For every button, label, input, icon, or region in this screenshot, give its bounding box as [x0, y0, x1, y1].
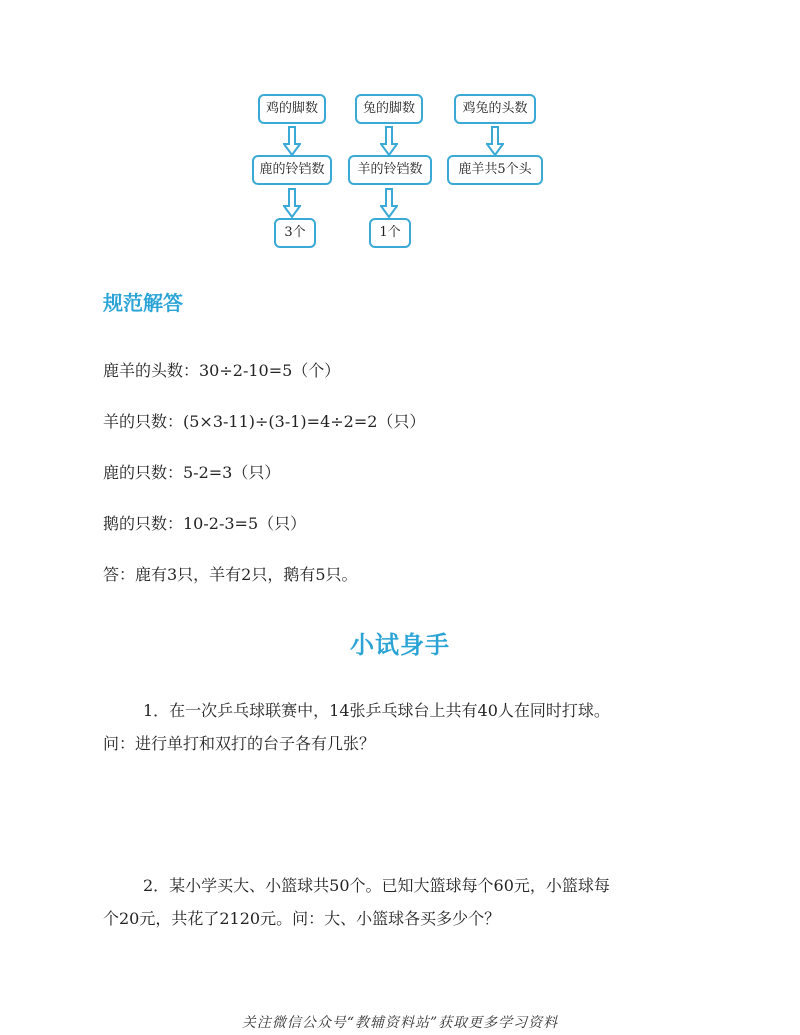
question-2-line-2: 个20元，共花了2120元。问：大、小篮球各买多少个？: [103, 909, 501, 928]
box-rabbit-feet: 兔的脚数: [355, 94, 423, 124]
flow-diagram: [0, 0, 800, 260]
box-chicken-feet: 鸡的脚数: [258, 94, 326, 124]
question-2-line-1: 2．某小学买大、小篮球共50个。已知大篮球每个60元，小篮球每: [143, 876, 610, 895]
box-result-deer: 3个: [274, 218, 316, 248]
question-1-line-2: 问：进行单打和双打的台子各有几张？: [103, 734, 376, 753]
question-1-line-1: 1．在一次乒乓球联赛中，14张乒乓球台上共有40人在同时打球。: [143, 701, 610, 720]
box-deer-sheep-heads: 鹿羊共5个头: [447, 155, 543, 185]
solution-line: 羊的只数：(5×3-11)÷(3-1)=4÷2=2（只）: [103, 412, 426, 431]
solution-line: 鹿羊的头数：30÷2-10=5（个）: [103, 361, 341, 380]
box-chicken-rabbit-heads: 鸡兔的头数: [454, 94, 536, 124]
down-arrow-icon: [283, 188, 301, 218]
down-arrow-icon: [380, 126, 398, 156]
box-result-sheep: 1个: [369, 218, 411, 248]
practice-heading: 小试身手: [350, 631, 450, 659]
answer-line: 答：鹿有3只，羊有2只，鹅有5只。: [103, 565, 358, 584]
down-arrow-icon: [380, 188, 398, 218]
footer-watermark: 关注微信公众号“教辅资料站”获取更多学习资料: [241, 1015, 559, 1031]
solution-line: 鹅的只数：10-2-3=5（只）: [103, 514, 307, 533]
solution-line: 鹿的只数：5-2=3（只）: [103, 463, 281, 482]
box-deer-bells: 鹿的铃铛数: [252, 155, 332, 185]
down-arrow-icon: [283, 126, 301, 156]
down-arrow-icon: [486, 126, 504, 156]
solution-heading: 规范解答: [103, 291, 183, 315]
box-sheep-bells: 羊的铃铛数: [348, 155, 432, 185]
